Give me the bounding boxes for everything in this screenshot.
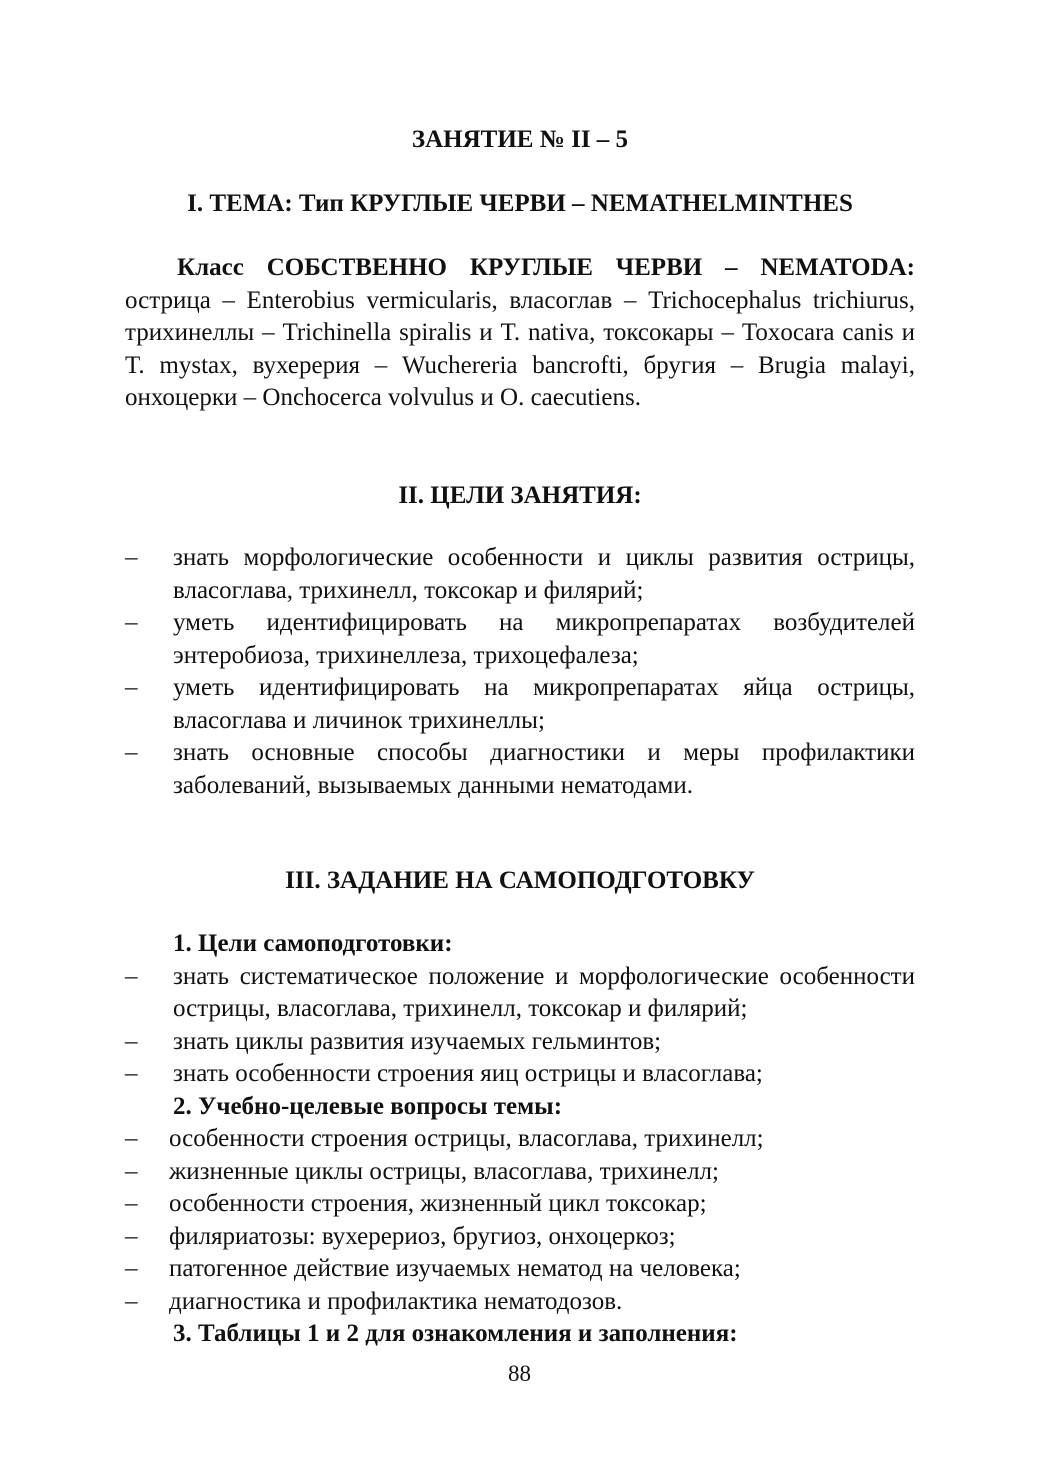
dash-marker: – [125, 1287, 138, 1315]
list-item [125, 607, 915, 672]
goal-text: знать морфологические особенности и циклы развития острицы, власоглава, трихинелл, токсокар и филярий; [173, 544, 915, 604]
list-item [125, 1221, 915, 1254]
self-prep-goals-list [125, 961, 915, 1091]
list-item [125, 961, 915, 1026]
list-item [125, 1156, 915, 1189]
question-text: особенности строения, жизненный цикл токсокар; [169, 1190, 707, 1217]
goals-heading: II. ЦЕЛИ ЗАНЯТИЯ: [398, 482, 642, 509]
dash-marker: – [125, 674, 138, 701]
question-text: особенности строения острицы, власоглава, трихинелл; [169, 1125, 764, 1152]
self-prep-heading: III. ЗАДАНИЕ НА САМОПОДГОТОВКУ [285, 867, 755, 894]
goals-items [125, 542, 915, 802]
study-questions-title: 2. Учебно-целевые вопросы темы: [173, 1092, 563, 1120]
class-label: Класс [177, 254, 244, 281]
dash-marker: – [125, 1190, 138, 1217]
self-prep-goals-title: 1. Цели самоподготовки: [173, 930, 453, 957]
dash-marker: – [125, 1060, 138, 1087]
self-prep-section [125, 928, 915, 1351]
class-name: СОБСТВЕННО КРУГЛЫЕ ЧЕРВИ – NEMATODA: [266, 254, 915, 281]
dash-marker: – [125, 962, 138, 990]
topic-heading: I. ТЕМА: Тип КРУГЛЫЕ ЧЕРВИ – NEMATHELMINTHES [187, 190, 853, 217]
study-questions-list [125, 1123, 915, 1318]
goal-text: знать основные способы диагностики и меры профилактики заболеваний, вызываемых данными нематодами. [173, 739, 915, 799]
dash-marker: – [125, 1255, 138, 1282]
list-item [125, 1188, 915, 1221]
self-goal-text: знать систематическое положение и морфологические особенности острицы, власоглава, трихинелл, токсокар и филярий; [173, 962, 915, 1022]
tables-title: 3. Таблицы 1 и 2 для ознакомления и заполнения: [173, 1320, 738, 1347]
dash-marker: – [125, 1157, 138, 1185]
self-goal-text: знать циклы развития изучаемых гельминтов; [173, 1027, 662, 1055]
class-species-text: острица – Enterobius vermicularis, власоглав – Trichocephalus trichiurus, трихинеллы – Trichinella spiralis и T. nativa, токсокары – Toxocara canis и T. mystax, вухерерия – Wuchereria bancrofti, бругия – Brugia malayi, онхоцерки – Onchocerca volvulus и O. caecutiens. [125, 286, 915, 411]
dash-marker: – [125, 609, 138, 636]
list-item [125, 1123, 915, 1156]
dash-marker: – [125, 1027, 138, 1055]
list-item [125, 1058, 915, 1091]
question-text: диагностика и профилактика нематодозов. [169, 1287, 623, 1315]
goal-text: уметь идентифицировать на микропрепаратах возбудителей энтеробиоза, трихинеллеза, трихоцефалеза; [173, 609, 915, 669]
list-item [125, 737, 915, 802]
dash-marker: – [125, 1222, 138, 1250]
list-item [125, 542, 915, 607]
self-goal-text: знать особенности строения яиц острицы и власоглава; [173, 1060, 763, 1087]
page-number: 88 [508, 1361, 531, 1386]
question-text: патогенное действие изучаемых нематод на человека; [169, 1255, 741, 1282]
goal-text: уметь идентифицировать на микропрепаратах яйца острицы, власоглава и личинок трихинеллы; [173, 674, 915, 734]
list-item [125, 1286, 915, 1319]
question-text: филяриатозы: вухерериоз, бругиоз, онхоцеркоз; [169, 1222, 676, 1250]
goals-list [125, 542, 915, 802]
class-description [125, 252, 915, 415]
list-item [125, 1253, 915, 1286]
list-item [125, 672, 915, 737]
dash-marker: – [125, 544, 138, 571]
dash-marker: – [125, 739, 138, 766]
lesson-title: ЗАНЯТИЕ № II – 5 [411, 126, 629, 153]
class-paragraph [125, 252, 915, 415]
list-item [125, 1026, 915, 1059]
dash-marker: – [125, 1125, 138, 1152]
question-text: жизненные циклы острицы, власоглава, трихинелл; [169, 1157, 719, 1185]
